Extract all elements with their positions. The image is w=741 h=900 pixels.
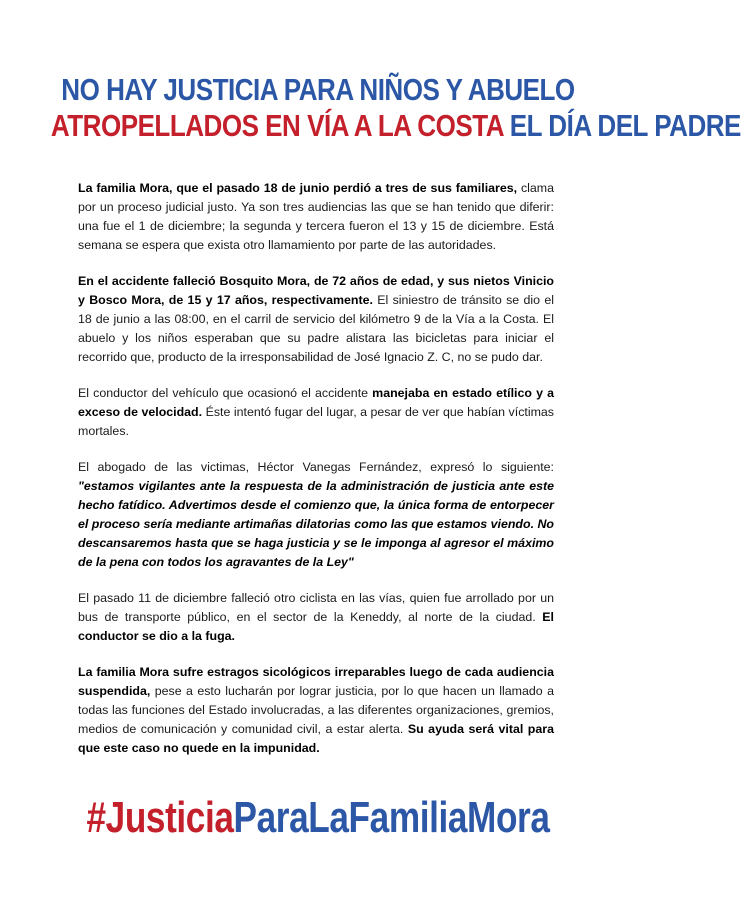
paragraph-2-bold: En el accidente falleció Bosquito Mora, de 72 años de edad, y sus nietos Vinicio y Bosco Mora, de 15 y 17 años, respectivamente. xyxy=(78,274,554,307)
lawyer-quote: "estamos vigilantes ante la respuesta de la administración de justicia ante este hecho fatídico. Advertimos desde el comienzo que, la única forma de entorpecer el proceso sería mediante artimañas dilatorias como las que estamos viendo. No descansaremos hasta que se haga justicia y se le imponga al agresor el máximo de la pena con todos los agravantes de la Ley" xyxy=(78,479,554,569)
paragraph-5 xyxy=(78,589,554,646)
paragraph-6-text: pese a esto lucharán por lograr justicia, por lo que hacen un llamado a todas las funciones del Estado involucradas, a las diferentes organizaciones, gremios, medios de comunicación y comunidad civil, a estar alerta. xyxy=(78,684,554,736)
headline-line-1: NO HAY JUSTICIA PARA NIÑOS Y ABUELO xyxy=(61,72,575,107)
headline-blue-part: EL DÍA DEL PADRE xyxy=(509,108,741,143)
article-body xyxy=(78,179,554,775)
paragraph-1 xyxy=(78,179,554,255)
paragraph-3-text-after: Éste intentó fugar del lugar, a pesar de ver que habían víctimas mortales. xyxy=(78,405,554,438)
paragraph-5-bold: El conductor se dio a la fuga. xyxy=(78,610,554,643)
paragraph-6 xyxy=(78,663,554,758)
hashtag-banner xyxy=(64,792,573,844)
paragraph-2 xyxy=(78,272,554,367)
hashtag-red-part: #Justicia xyxy=(86,793,234,842)
paragraph-4 xyxy=(78,458,554,572)
paragraph-6-bold: La familia Mora sufre estragos sicológicos irreparables luego de cada audiencia suspendida, xyxy=(78,665,554,698)
headline-line-2 xyxy=(50,108,741,144)
paragraph-5-text: El pasado 11 de diciembre falleció otro ciclista en las vías, quien fue arrollado por un bus de transporte público, en el sector de la Keneddy, al norte de la ciudad. xyxy=(78,591,554,624)
paragraph-3-bold: manejaba en estado etílico y a exceso de velocidad. xyxy=(78,386,554,419)
headline-block xyxy=(0,72,741,144)
paragraph-1-bold: La familia Mora, que el pasado 18 de junio perdió a tres de sus familiares, xyxy=(78,181,518,195)
paragraph-1-text: clama por un proceso judicial justo. Ya son tres audiencias las que se han tenido que diferir: una fue el 1 de diciembre; la segunda y tercera fueron el 13 y 15 de diciembre. Está semana se espera que exista otro llamamiento por parte de las autoridades. xyxy=(78,181,554,252)
paragraph-3-text-before: El conductor del vehículo que ocasionó el accidente xyxy=(78,386,373,400)
paragraph-6-bold-end: Su ayuda será vital para que este caso no quede en la impunidad. xyxy=(78,722,554,755)
headline-red-part: ATROPELLADOS EN VÍA A LA COSTA xyxy=(50,108,504,143)
paragraph-4-text: El abogado de las victimas, Héctor Vanegas Fernández, expresó lo siguiente: xyxy=(78,460,554,474)
paragraph-2-text: El siniestro de tránsito se dio el 18 de junio a las 08:00, en el carril de servicio del kilómetro 9 de la Vía a la Costa. El abuelo y los niños esperaban que su padre alistara las bicicletas para iniciar el recorrido que, producto de la irresponsabilidad de José Ignacio Z. C, no se pudo dar. xyxy=(78,293,554,364)
hashtag-blue-part: ParaLaFamiliaMora xyxy=(233,793,550,842)
paragraph-3 xyxy=(78,384,554,441)
